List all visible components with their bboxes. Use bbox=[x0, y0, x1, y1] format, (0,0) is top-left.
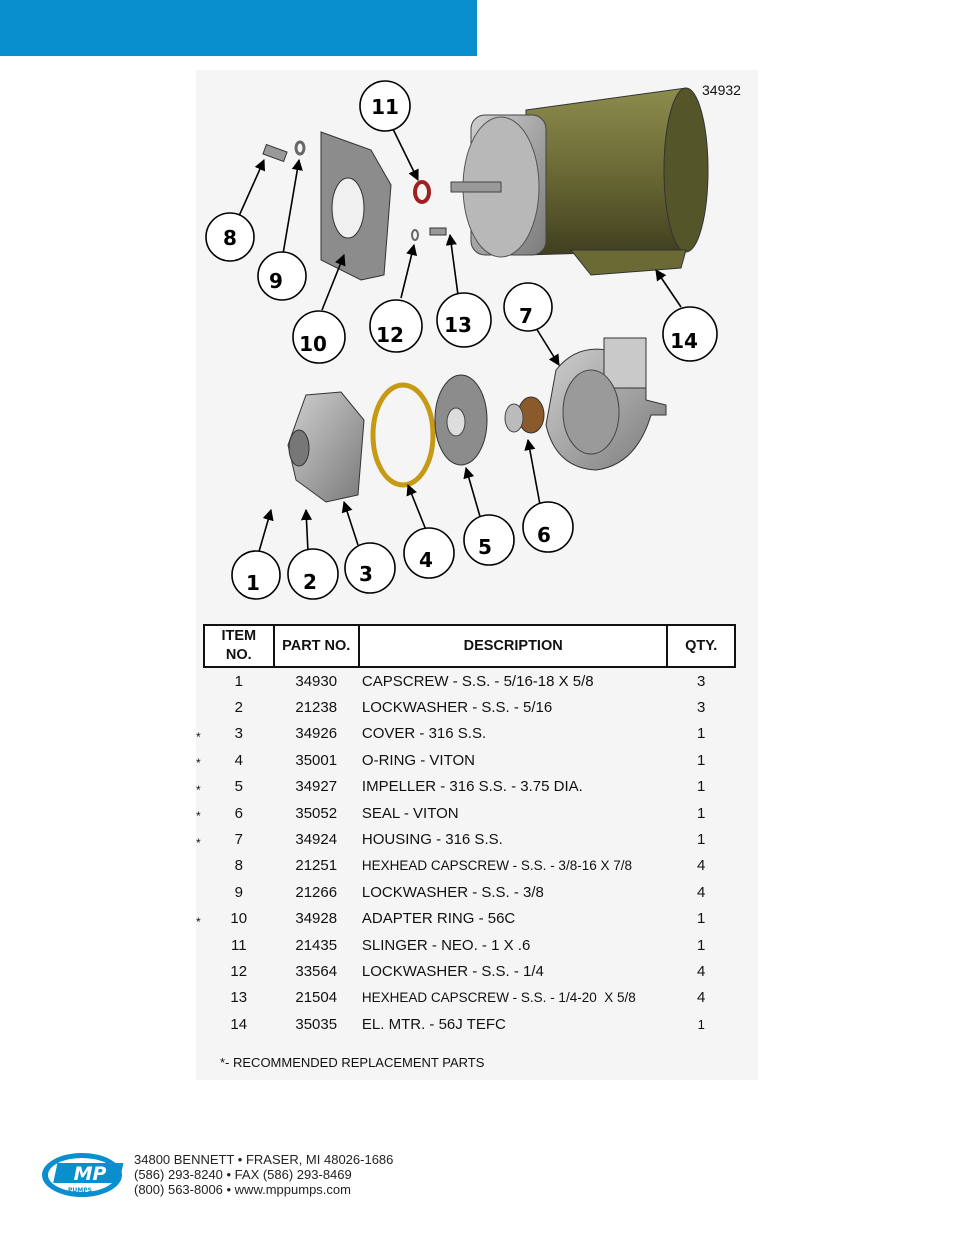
housing-part bbox=[546, 338, 666, 470]
part-no: 21251 bbox=[295, 857, 338, 875]
callout-9 bbox=[258, 252, 306, 300]
part-no: 21435 bbox=[295, 936, 338, 954]
description: LOCKWASHER - S.S. - 1/4 bbox=[361, 962, 544, 980]
item-no: 5 bbox=[234, 778, 243, 796]
callout-14-text: 14 bbox=[670, 329, 698, 353]
part-no: 35035 bbox=[295, 1015, 338, 1033]
part-no: 35052 bbox=[295, 804, 338, 822]
part-no: 33564 bbox=[295, 962, 338, 980]
table-row bbox=[204, 985, 735, 1011]
description: O-RING - VITON bbox=[361, 751, 475, 769]
qty: 4 bbox=[697, 962, 706, 980]
item-no: 1 bbox=[234, 672, 243, 690]
lockwasher-12-part bbox=[412, 230, 418, 240]
qty: 1 bbox=[697, 1016, 705, 1032]
recommended-marker: * bbox=[196, 809, 201, 823]
qty: 4 bbox=[697, 883, 706, 901]
part-no: 21266 bbox=[295, 883, 338, 901]
part-no: 34926 bbox=[295, 725, 338, 743]
table-row bbox=[204, 800, 735, 826]
callout-2-text: 2 bbox=[303, 570, 317, 594]
recommended-marker: * bbox=[196, 756, 201, 770]
callout-13 bbox=[437, 293, 491, 347]
qty: 1 bbox=[697, 831, 706, 849]
callout-10-text: 10 bbox=[299, 332, 327, 356]
callout-14 bbox=[663, 307, 717, 361]
header-color-bar bbox=[0, 0, 477, 56]
part-no: 34927 bbox=[295, 778, 338, 796]
description: HOUSING - 316 S.S. bbox=[361, 831, 503, 849]
callout-7-text: 7 bbox=[519, 304, 533, 328]
part-no: 21238 bbox=[295, 699, 338, 717]
qty: 3 bbox=[697, 699, 706, 717]
header-qty: QTY. bbox=[667, 625, 735, 667]
callout-9-text: 9 bbox=[269, 269, 283, 293]
callout-4-text: 4 bbox=[419, 548, 433, 572]
callout-3 bbox=[345, 543, 395, 593]
cover-part bbox=[288, 392, 364, 502]
item-no: 3 bbox=[234, 725, 243, 743]
description: LOCKWASHER - S.S. - 5/16 bbox=[361, 699, 553, 717]
qty: 4 bbox=[697, 989, 706, 1007]
qty: 1 bbox=[697, 778, 706, 796]
adapter-ring-part bbox=[321, 132, 391, 280]
qty: 3 bbox=[697, 672, 706, 690]
table-row bbox=[204, 721, 735, 747]
part-no: 34924 bbox=[295, 831, 338, 849]
table-row bbox=[204, 853, 735, 879]
item-no: 10 bbox=[230, 910, 248, 928]
callout-10 bbox=[293, 311, 345, 363]
callout-11-text: 11 bbox=[371, 95, 399, 119]
table-row bbox=[204, 879, 735, 905]
description: COVER - 316 S.S. bbox=[361, 725, 487, 743]
callout-3-text: 3 bbox=[359, 562, 373, 586]
recommended-marker: * bbox=[196, 915, 201, 929]
qty: 4 bbox=[697, 857, 706, 875]
callout-1-text: 1 bbox=[246, 571, 260, 595]
recommended-marker: * bbox=[196, 836, 201, 850]
callout-2 bbox=[288, 549, 338, 599]
logo-subtext: PUMPS bbox=[68, 1187, 92, 1194]
part-no: 21504 bbox=[295, 989, 338, 1007]
table-row bbox=[204, 906, 735, 932]
recommended-parts-note: *- RECOMMENDED REPLACEMENT PARTS bbox=[220, 1055, 485, 1070]
callout-7 bbox=[504, 283, 552, 331]
logo-text: MP bbox=[73, 1163, 107, 1185]
item-no: 4 bbox=[234, 751, 243, 769]
table-row bbox=[204, 747, 735, 773]
description: SLINGER - NEO. - 1 X .6 bbox=[361, 936, 531, 954]
slinger-11-part bbox=[415, 182, 429, 202]
callout-5-text: 5 bbox=[478, 535, 492, 559]
tollfree-web-line: (800) 563-8006 • www.mppumps.com bbox=[134, 1182, 351, 1197]
table-header-row bbox=[204, 625, 735, 667]
description: SEAL - VITON bbox=[361, 804, 459, 822]
qty: 1 bbox=[697, 725, 706, 743]
part-no: 35001 bbox=[295, 751, 338, 769]
recommended-marker: * bbox=[196, 783, 201, 797]
item-no: 7 bbox=[234, 831, 243, 849]
qty: 1 bbox=[697, 936, 706, 954]
description: ADAPTER RING - 56C bbox=[361, 910, 516, 928]
table-row bbox=[204, 932, 735, 958]
item-no: 11 bbox=[230, 936, 247, 954]
callout-4 bbox=[404, 528, 454, 578]
header-description: DESCRIPTION bbox=[359, 625, 668, 667]
company-address bbox=[134, 1152, 393, 1197]
header-part-no: PART NO. bbox=[274, 625, 359, 667]
callout-12-text: 12 bbox=[376, 323, 404, 347]
seal-part bbox=[505, 397, 544, 433]
impeller-part bbox=[435, 375, 487, 465]
table-row bbox=[204, 1011, 735, 1037]
qty: 1 bbox=[697, 910, 706, 928]
item-no: 9 bbox=[234, 883, 243, 901]
callout-11 bbox=[360, 81, 410, 131]
callout-12 bbox=[370, 300, 422, 352]
header-item-no: ITEM NO. bbox=[204, 625, 274, 667]
callout-13-text: 13 bbox=[444, 313, 472, 337]
part-no: 34930 bbox=[295, 672, 338, 690]
address-line: 34800 BENNETT • FRASER, MI 48026-1686 bbox=[134, 1152, 394, 1167]
phone-fax-line: (586) 293-8240 • FAX (586) 293-8469 bbox=[134, 1167, 352, 1182]
qty: 1 bbox=[697, 751, 706, 769]
exploded-parts-diagram bbox=[196, 70, 758, 615]
description: HEXHEAD CAPSCREW - S.S. - 1/4-20 X 5/8 bbox=[361, 990, 636, 1006]
qty: 1 bbox=[697, 804, 706, 822]
table-row bbox=[204, 694, 735, 720]
callout-6 bbox=[523, 502, 573, 552]
lockwasher-9-part bbox=[296, 142, 304, 154]
table-row bbox=[204, 774, 735, 800]
table-row bbox=[204, 958, 735, 984]
drawing-number: 34932 bbox=[702, 82, 741, 98]
parts-table bbox=[203, 624, 736, 1037]
part-no: 34928 bbox=[295, 910, 338, 928]
item-no: 6 bbox=[234, 804, 243, 822]
mp-pumps-logo bbox=[40, 1151, 130, 1199]
item-no: 14 bbox=[230, 1015, 248, 1033]
item-no: 8 bbox=[234, 857, 243, 875]
description: HEXHEAD CAPSCREW - S.S. - 3/8-16 X 7/8 bbox=[361, 858, 632, 874]
description: IMPELLER - 316 S.S. - 3.75 DIA. bbox=[361, 778, 583, 796]
capscrew-8-part bbox=[263, 145, 287, 162]
item-no: 13 bbox=[230, 989, 248, 1007]
table-row bbox=[204, 667, 735, 694]
description: LOCKWASHER - S.S. - 3/8 bbox=[361, 883, 544, 901]
callout-1 bbox=[232, 551, 280, 599]
capscrew-13-part bbox=[430, 228, 446, 235]
callout-5 bbox=[464, 515, 514, 565]
item-no: 12 bbox=[230, 962, 248, 980]
callout-6-text: 6 bbox=[537, 523, 551, 547]
callout-8 bbox=[206, 213, 254, 261]
table-row bbox=[204, 826, 735, 852]
description: EL. MTR. - 56J TEFC bbox=[361, 1015, 506, 1033]
callout-8-text: 8 bbox=[223, 226, 237, 250]
item-no: 2 bbox=[234, 699, 243, 717]
motor-part bbox=[451, 88, 708, 275]
recommended-marker: * bbox=[196, 730, 201, 744]
description: CAPSCREW - S.S. - 5/16-18 X 5/8 bbox=[361, 672, 594, 690]
o-ring-part bbox=[373, 385, 433, 485]
